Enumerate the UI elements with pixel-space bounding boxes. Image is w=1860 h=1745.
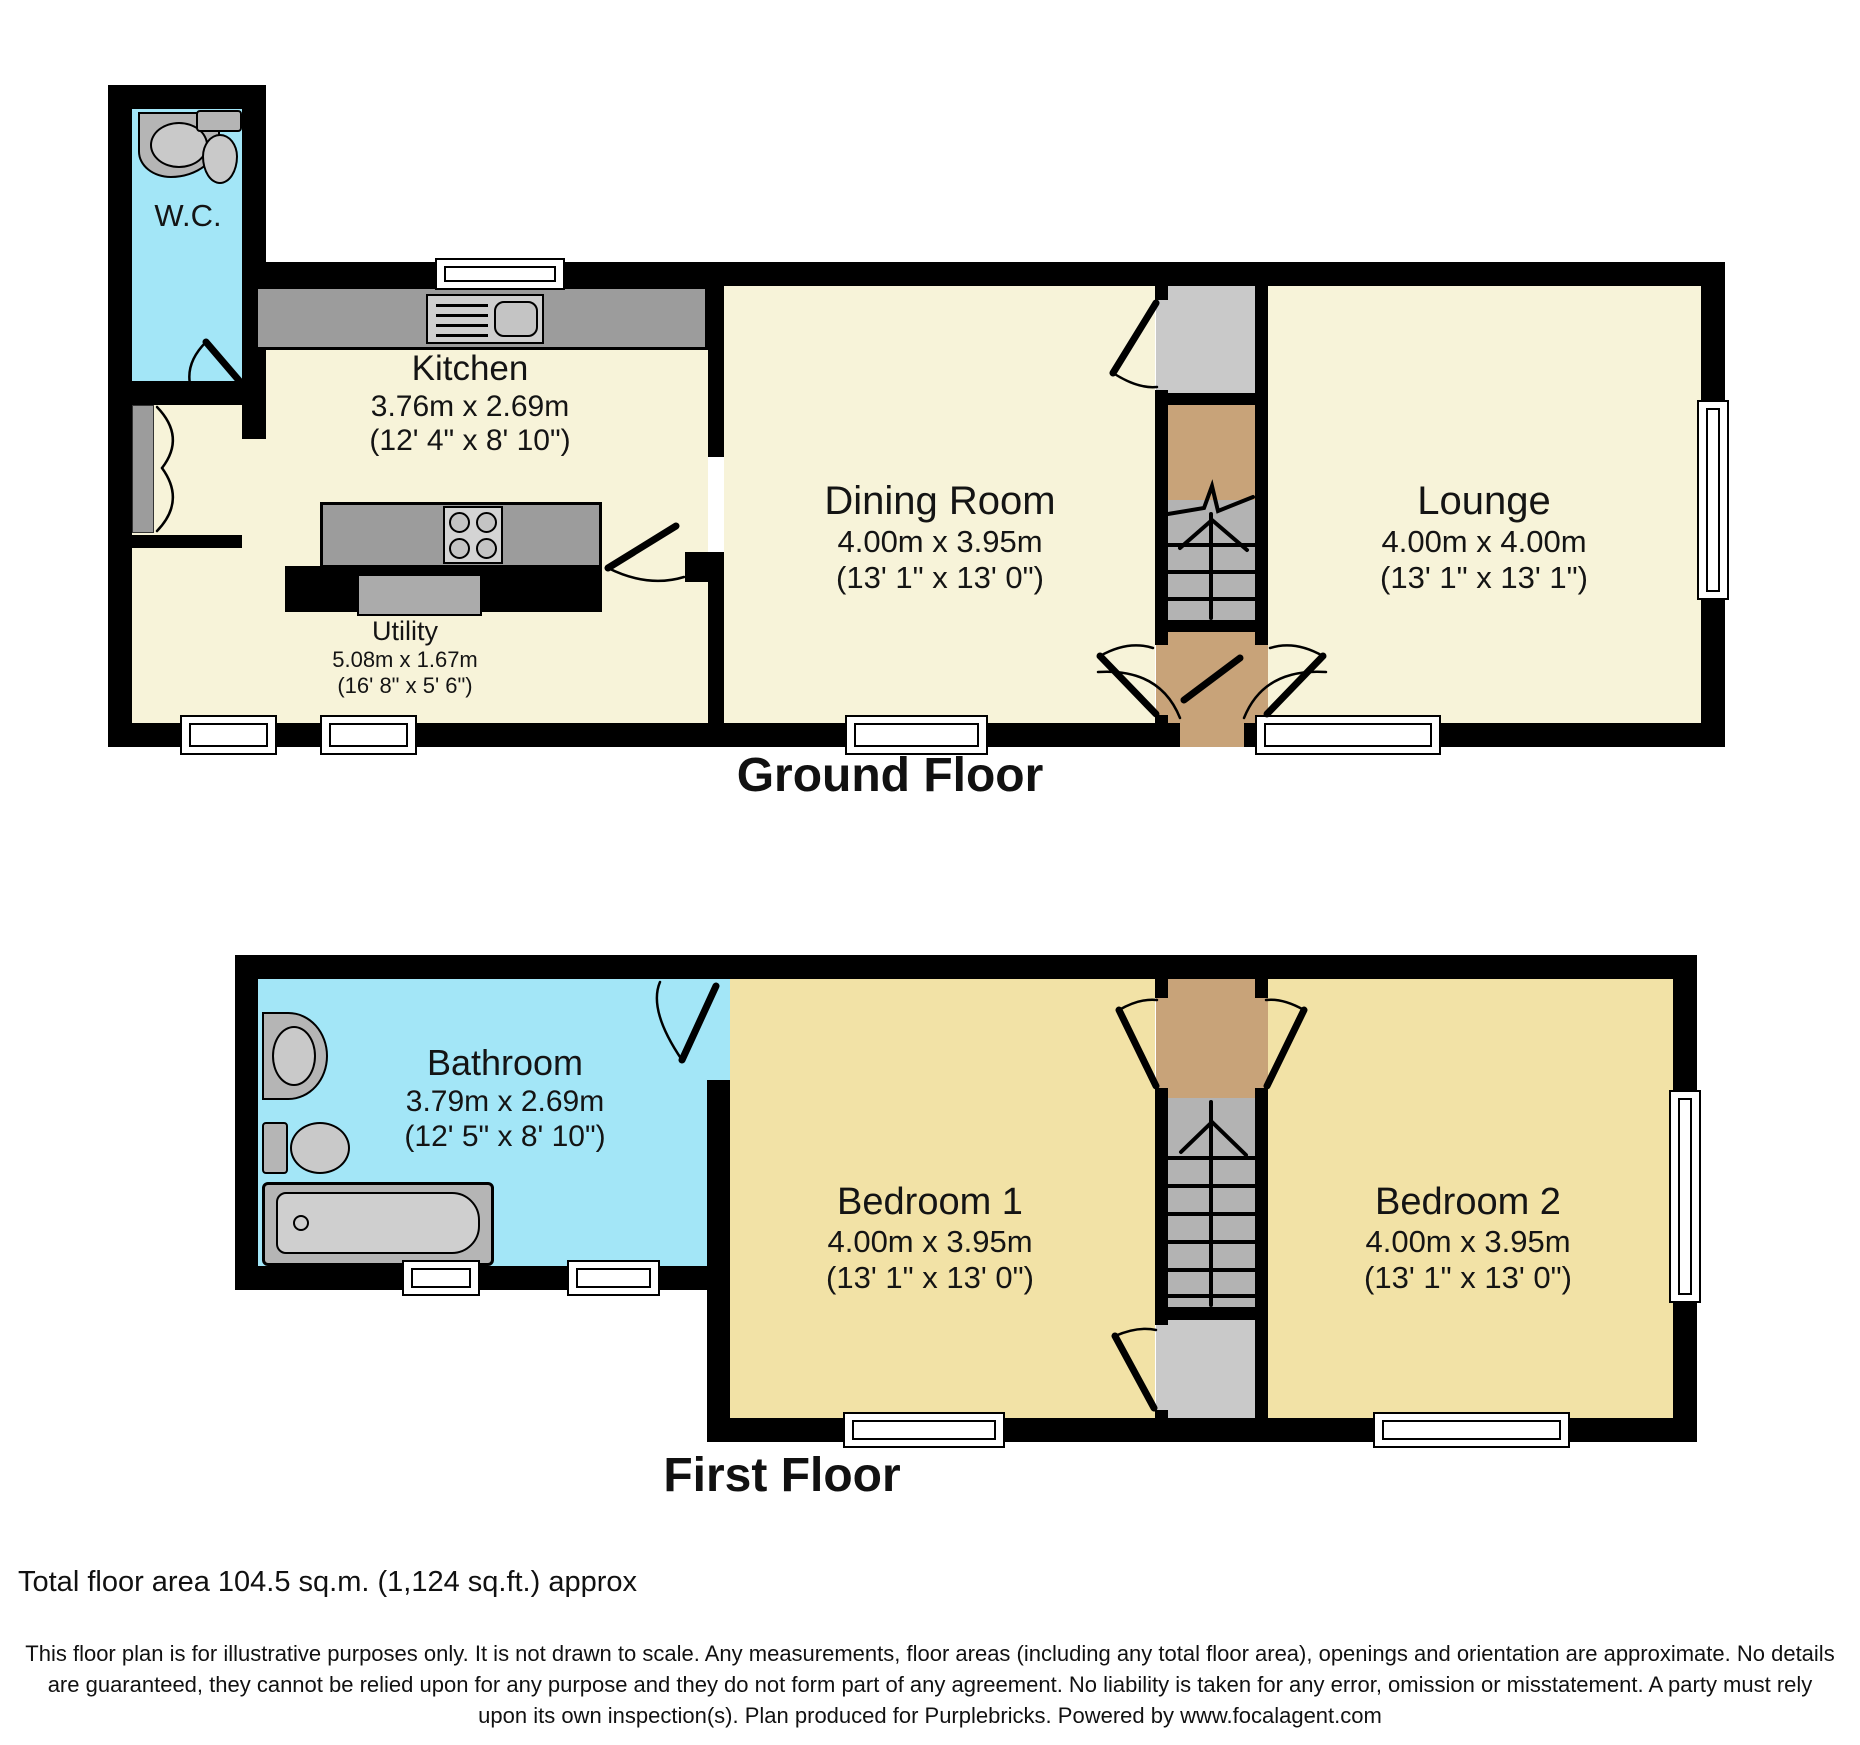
wall: [1155, 1410, 1168, 1418]
wc-label: [154, 198, 221, 234]
bedroom2-side-window: [1669, 1090, 1701, 1303]
lounge-label: [1380, 478, 1588, 596]
bath-toilet-icon: [262, 1122, 288, 1174]
bedroom1-label: [826, 1180, 1034, 1296]
wall: [235, 955, 1697, 979]
sink-drainer-line: [436, 334, 488, 337]
ground-stair-steps: [1168, 500, 1255, 620]
bathtub-icon: [262, 1182, 494, 1266]
room-dims-metric: 4.00m x 4.00m: [1381, 524, 1587, 559]
wall: [1255, 979, 1268, 998]
disclaimer-text: This floor plan is for illustrative purposes only. It is not drawn to scale. Any measurements, floor areas (including any total floor area), openings and orientation are approximate. No details are guaranteed, they cannot be relied upon for any purpose and they do not form part of any agreement. No liability is taken for any error, omission or misstatement. A party must rely upon its own inspection(s). Plan produced for Purplebricks. Powered by www.focalagent.com: [25, 1641, 1835, 1728]
room-name: Bedroom 1: [837, 1181, 1023, 1223]
room-dims-metric: 5.08m x 1.67m: [332, 647, 478, 672]
dining-room-label: [824, 478, 1055, 596]
bath-sink-bowl: [272, 1026, 316, 1086]
first-floor-steps: [1168, 1098, 1255, 1307]
wall: [1155, 715, 1168, 723]
ground-stair-well: [1168, 405, 1255, 500]
kitchen-sink-icon: [426, 294, 544, 344]
sink-drainer-line: [436, 304, 488, 307]
room-dims-metric: 4.00m x 3.95m: [1365, 1224, 1571, 1259]
utility-appliance: [357, 574, 482, 616]
room-dims-imperial: (12' 4" x 8' 10"): [369, 424, 571, 457]
wall: [1155, 979, 1168, 998]
room-name: Dining Room: [824, 479, 1056, 523]
bedroom2-window: [1373, 1412, 1570, 1448]
sink-drainer-line: [436, 324, 488, 327]
room-dims-metric: 3.76m x 2.69m: [370, 390, 570, 423]
hob-ring: [476, 512, 497, 533]
wall: [1155, 286, 1168, 300]
ground-floor-title: Ground Floor: [736, 749, 1044, 802]
room-dims-imperial: (13' 1" x 13' 0"): [836, 560, 1044, 595]
hob-icon: [443, 506, 503, 564]
bedroom1-window: [843, 1412, 1005, 1448]
wall: [708, 286, 724, 457]
wall: [108, 535, 242, 548]
utility-window: [180, 715, 277, 755]
sink-drainer-line: [436, 314, 488, 317]
wall: [242, 85, 266, 405]
wall: [685, 552, 724, 582]
room-dims-imperial: (12' 5" x 8' 10"): [404, 1120, 606, 1153]
bath-toilet-bowl: [290, 1122, 350, 1174]
bathtub-drain: [293, 1215, 309, 1231]
side-door-panel: [132, 405, 154, 533]
room-name: Bedroom 2: [1375, 1181, 1561, 1223]
room-dims-metric: 4.00m x 3.95m: [837, 524, 1043, 559]
room-name: Kitchen: [411, 349, 529, 388]
sink-basin: [494, 301, 538, 337]
room-dims-imperial: (13' 1" x 13' 0"): [826, 1260, 1034, 1295]
room-dims-metric: 4.00m x 3.95m: [827, 1224, 1033, 1259]
bathroom-label: [404, 1042, 605, 1154]
total-floor-area: Total floor area 104.5 sq.m. (1,124 sq.ft.) approx: [18, 1566, 637, 1598]
kitchen-window: [435, 258, 565, 290]
first-floor-landing: [1156, 979, 1268, 1098]
bathroom-window: [402, 1260, 480, 1296]
lounge-window: [1255, 715, 1441, 755]
hob-ring: [476, 538, 497, 559]
wall: [1255, 1088, 1268, 1418]
wall: [1155, 390, 1168, 645]
wall: [242, 381, 266, 439]
wall: [1255, 286, 1268, 645]
wall: [1155, 620, 1268, 632]
ground-stair-landing: [1156, 286, 1255, 393]
room-name: Utility: [371, 616, 438, 646]
wc-toilet-icon: [196, 110, 242, 132]
kitchen-label: [369, 348, 570, 458]
room-dims-metric: 3.79m x 2.69m: [405, 1085, 605, 1118]
room-name: W.C.: [154, 198, 222, 233]
lounge-side-window: [1697, 400, 1729, 600]
room-dims-imperial: (13' 1" x 13' 1"): [1380, 560, 1588, 595]
hob-ring: [449, 512, 470, 533]
wall: [1155, 1088, 1168, 1325]
wall: [1155, 1307, 1268, 1320]
first-floor-title: First Floor: [663, 1449, 901, 1502]
room-dims-imperial: (16' 8" x 5' 6"): [337, 673, 473, 698]
utility-window: [320, 715, 417, 755]
bedroom2-label: [1364, 1180, 1572, 1296]
wall: [1168, 393, 1255, 405]
wall: [108, 85, 132, 747]
hob-ring: [449, 538, 470, 559]
front-door-threshold: [1180, 632, 1244, 747]
room-dims-imperial: (13' 1" x 13' 0"): [1364, 1260, 1572, 1295]
wall: [235, 955, 258, 1290]
room-name: Bathroom: [426, 1042, 584, 1083]
first-floor-lower-landing: [1156, 1320, 1255, 1418]
room-name: Lounge: [1417, 479, 1551, 523]
utility-label: [332, 615, 478, 699]
wall: [707, 1080, 730, 1442]
bathroom-window: [567, 1260, 660, 1296]
